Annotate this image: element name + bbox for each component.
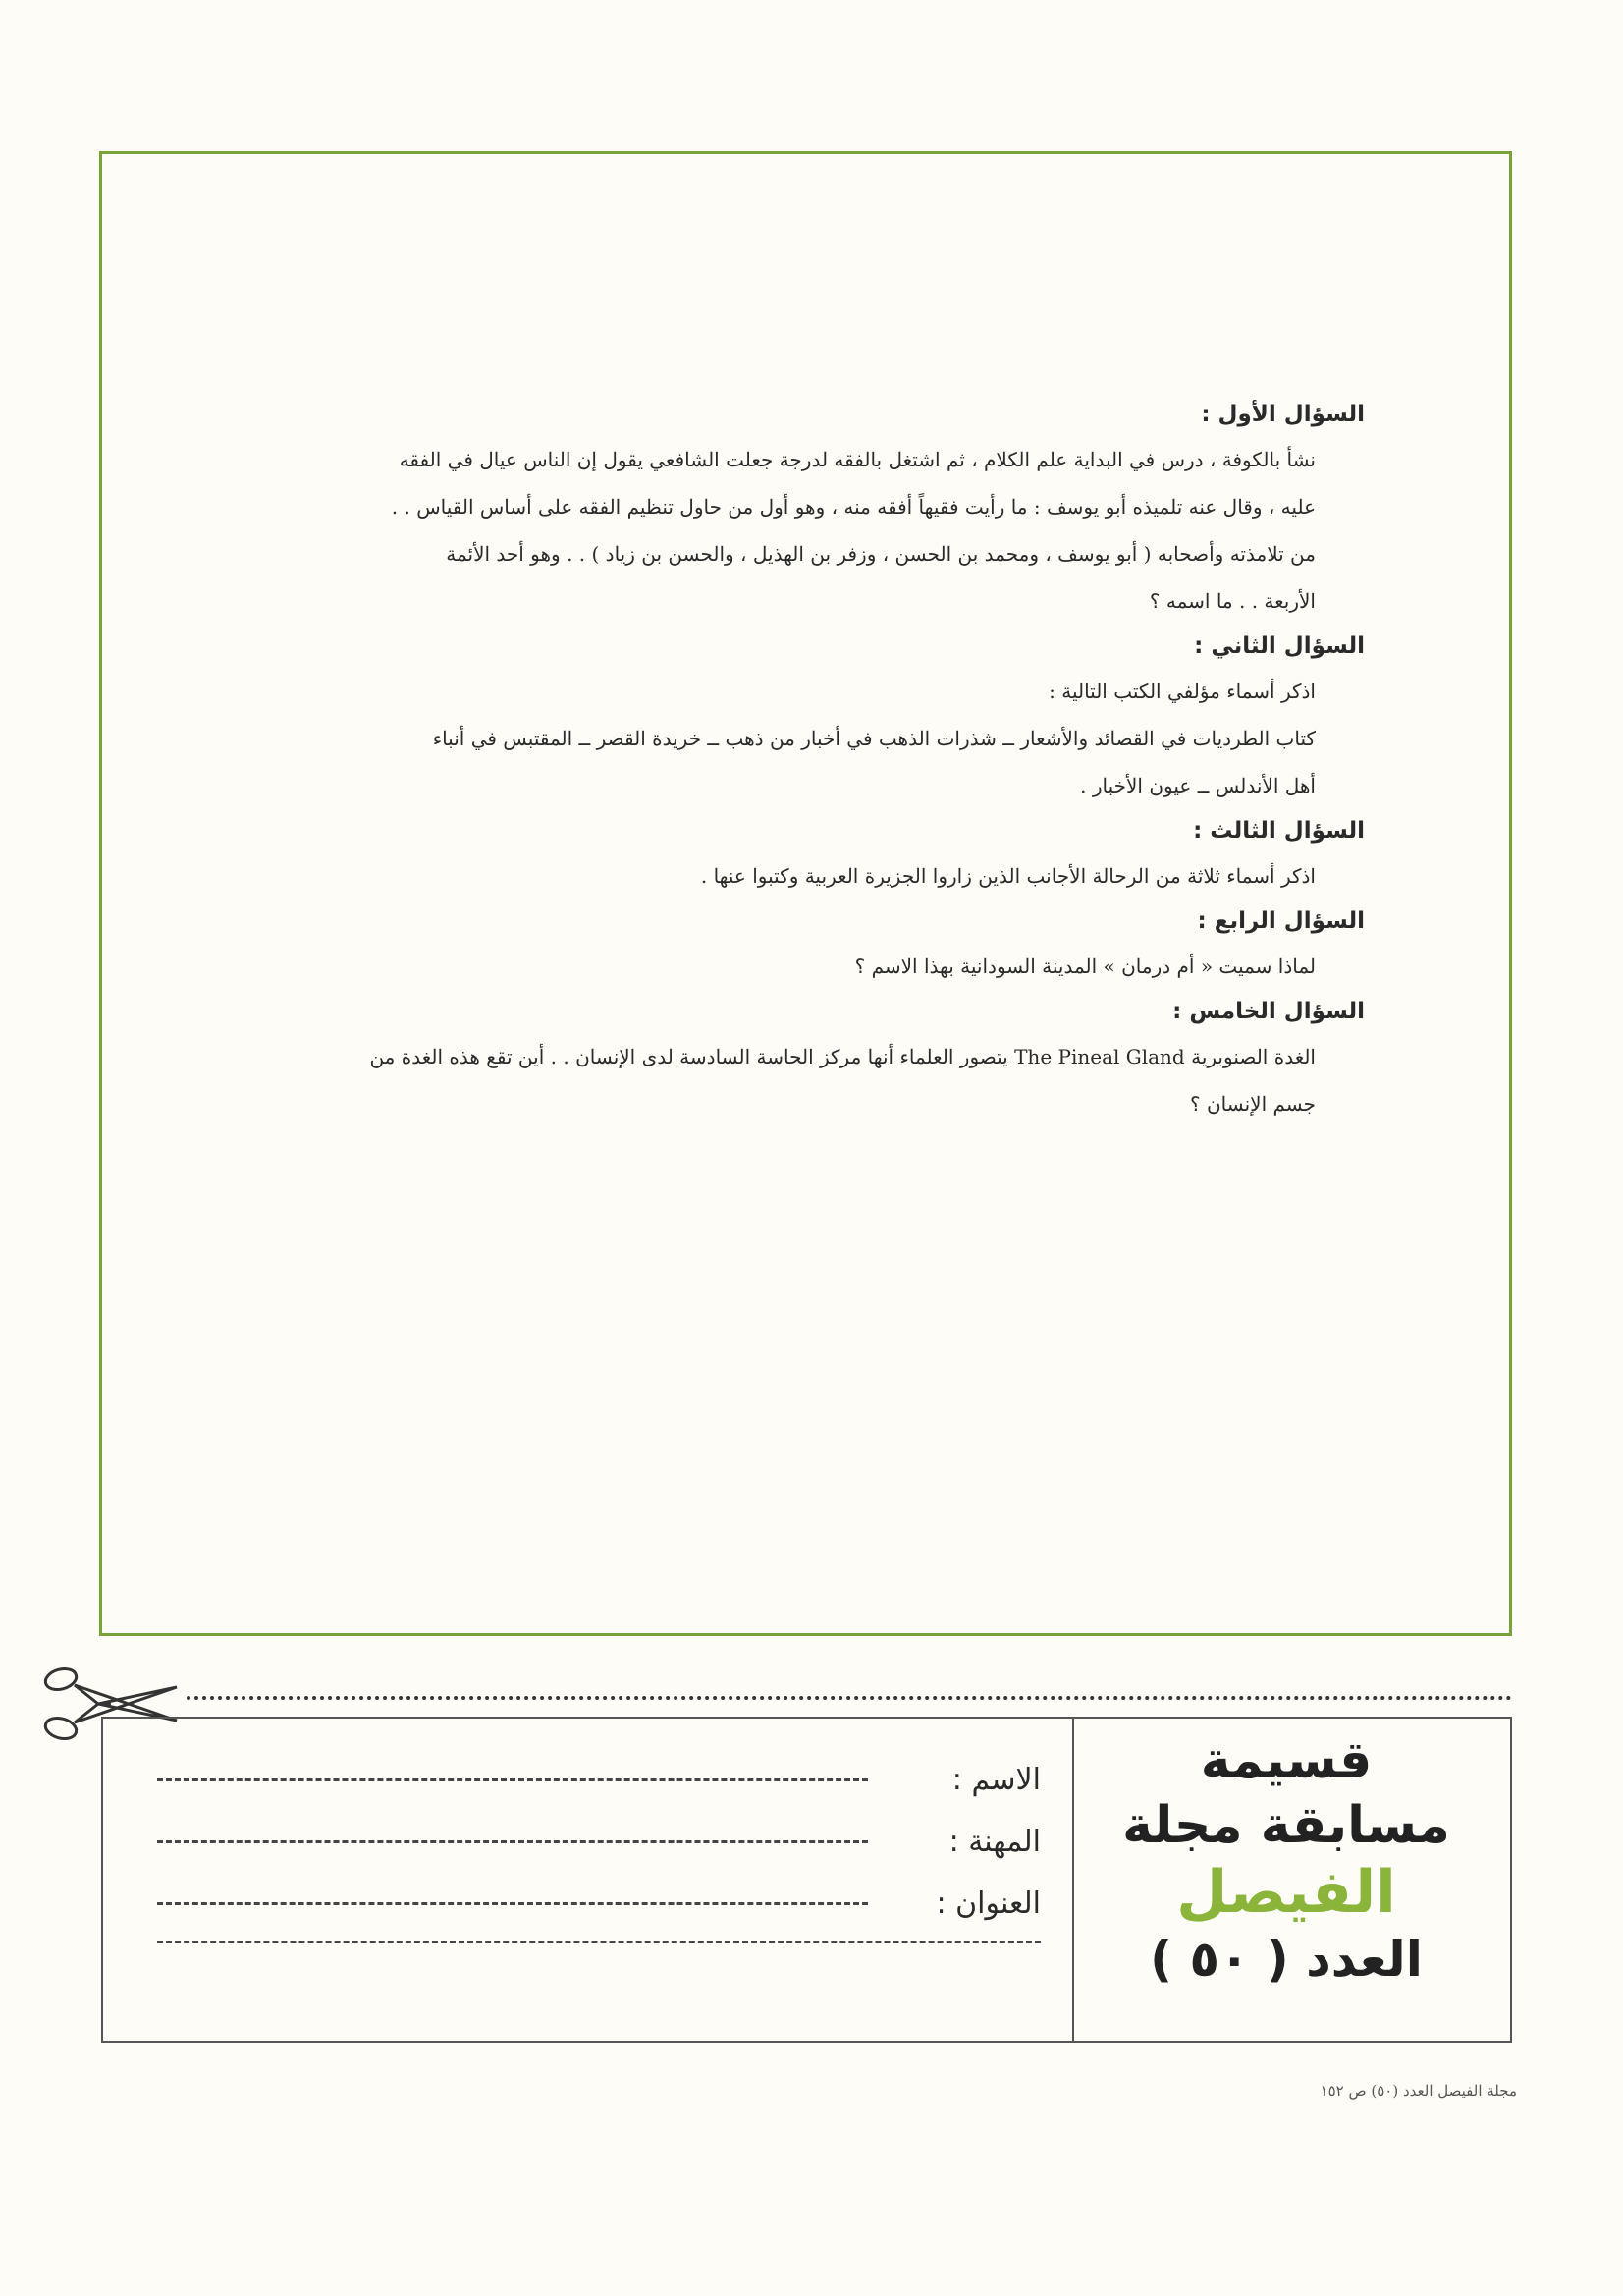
coupon-title xyxy=(1080,1728,1492,1992)
job-line[interactable] xyxy=(157,1840,868,1843)
question-heading: السؤال الأول : xyxy=(1201,402,1365,427)
address-field-extra[interactable] xyxy=(157,1948,1041,2010)
question-heading: السؤال الثاني : xyxy=(1194,633,1365,659)
issue-number: العدد ( ٥٠ ) xyxy=(1150,1931,1423,1988)
question-line: الغدة الصنوبرية The Pineal Gland يتصور العلماء أنها مركز الحاسة السادسة لدى الإنسان . . أين تقع هذه الغدة من xyxy=(369,1045,1316,1068)
job-field[interactable] xyxy=(157,1825,1041,1886)
name-label: الاسم : xyxy=(951,1763,1041,1797)
name-line[interactable] xyxy=(157,1778,868,1781)
question-body xyxy=(226,436,1316,625)
address-line-extra[interactable] xyxy=(157,1941,1041,1943)
question-heading: السؤال الخامس : xyxy=(1172,999,1365,1024)
questions-section xyxy=(226,393,1365,1127)
question-body xyxy=(226,852,1316,900)
question-line: عليه ، وقال عنه تلميذه أبو يوسف : ما رأيت فقيهاً أفقه منه ، وهو أول من حاول تنظيم الفقه على أساس القياس . . xyxy=(391,495,1316,519)
question-heading: السؤال الثالث : xyxy=(1193,818,1365,844)
coupon-title-line: قسيمة xyxy=(1200,1731,1373,1790)
magazine-name: الفيصل xyxy=(1176,1858,1396,1927)
coupon-title-line: مسابقة مجلة xyxy=(1122,1796,1450,1855)
question-1 xyxy=(226,393,1365,625)
cut-line xyxy=(187,1696,1512,1700)
page-footer: مجلة الفيصل العدد (٥٠) ص ١٥٢ xyxy=(1320,2082,1517,2100)
question-body xyxy=(226,943,1316,990)
question-line: جسم الإنسان ؟ xyxy=(1190,1092,1316,1116)
question-2 xyxy=(226,625,1365,809)
question-body xyxy=(226,668,1316,809)
question-line: أهل الأندلس ــ عيون الأخبار . xyxy=(1080,774,1316,797)
question-line: من تلامذته وأصحابه ( أبو يوسف ، ومحمد بن الحسن ، وزفر بن الهذيل ، والحسن بن زياد ) . . وهو أحد الأئمة xyxy=(446,542,1316,566)
question-line: لماذا سميت « أم درمان » المدينة السودانية بهذا الاسم ؟ xyxy=(854,955,1316,978)
address-line[interactable] xyxy=(157,1902,868,1905)
question-body xyxy=(226,1033,1316,1127)
address-label: العنوان : xyxy=(936,1886,1041,1921)
question-line: الأربعة . . ما اسمه ؟ xyxy=(1149,589,1316,613)
question-line: كتاب الطرديات في القصائد والأشعار ــ شذرات الذهب في أخبار من ذهب ــ خريدة القصر ــ المقتبس في أنباء xyxy=(432,727,1316,750)
question-line: اذكر أسماء مؤلفي الكتب التالية : xyxy=(1049,680,1316,703)
question-4 xyxy=(226,900,1365,990)
job-label: المهنة : xyxy=(948,1825,1041,1859)
coupon-fields xyxy=(157,1763,1041,2010)
question-heading: السؤال الرابع : xyxy=(1197,908,1365,934)
address-field[interactable] xyxy=(157,1886,1041,1948)
name-field[interactable] xyxy=(157,1763,1041,1825)
question-5 xyxy=(226,990,1365,1127)
question-line: نشأ بالكوفة ، درس في البداية علم الكلام ، ثم اشتغل بالفقه لدرجة جعلت الشافعي يقول إن الناس عيال في الفقه xyxy=(399,448,1316,471)
question-3 xyxy=(226,809,1365,900)
question-line: اذكر أسماء ثلاثة من الرحالة الأجانب الذين زاروا الجزيرة العربية وكتبوا عنها . xyxy=(700,864,1316,888)
coupon-divider xyxy=(1072,1717,1074,2043)
